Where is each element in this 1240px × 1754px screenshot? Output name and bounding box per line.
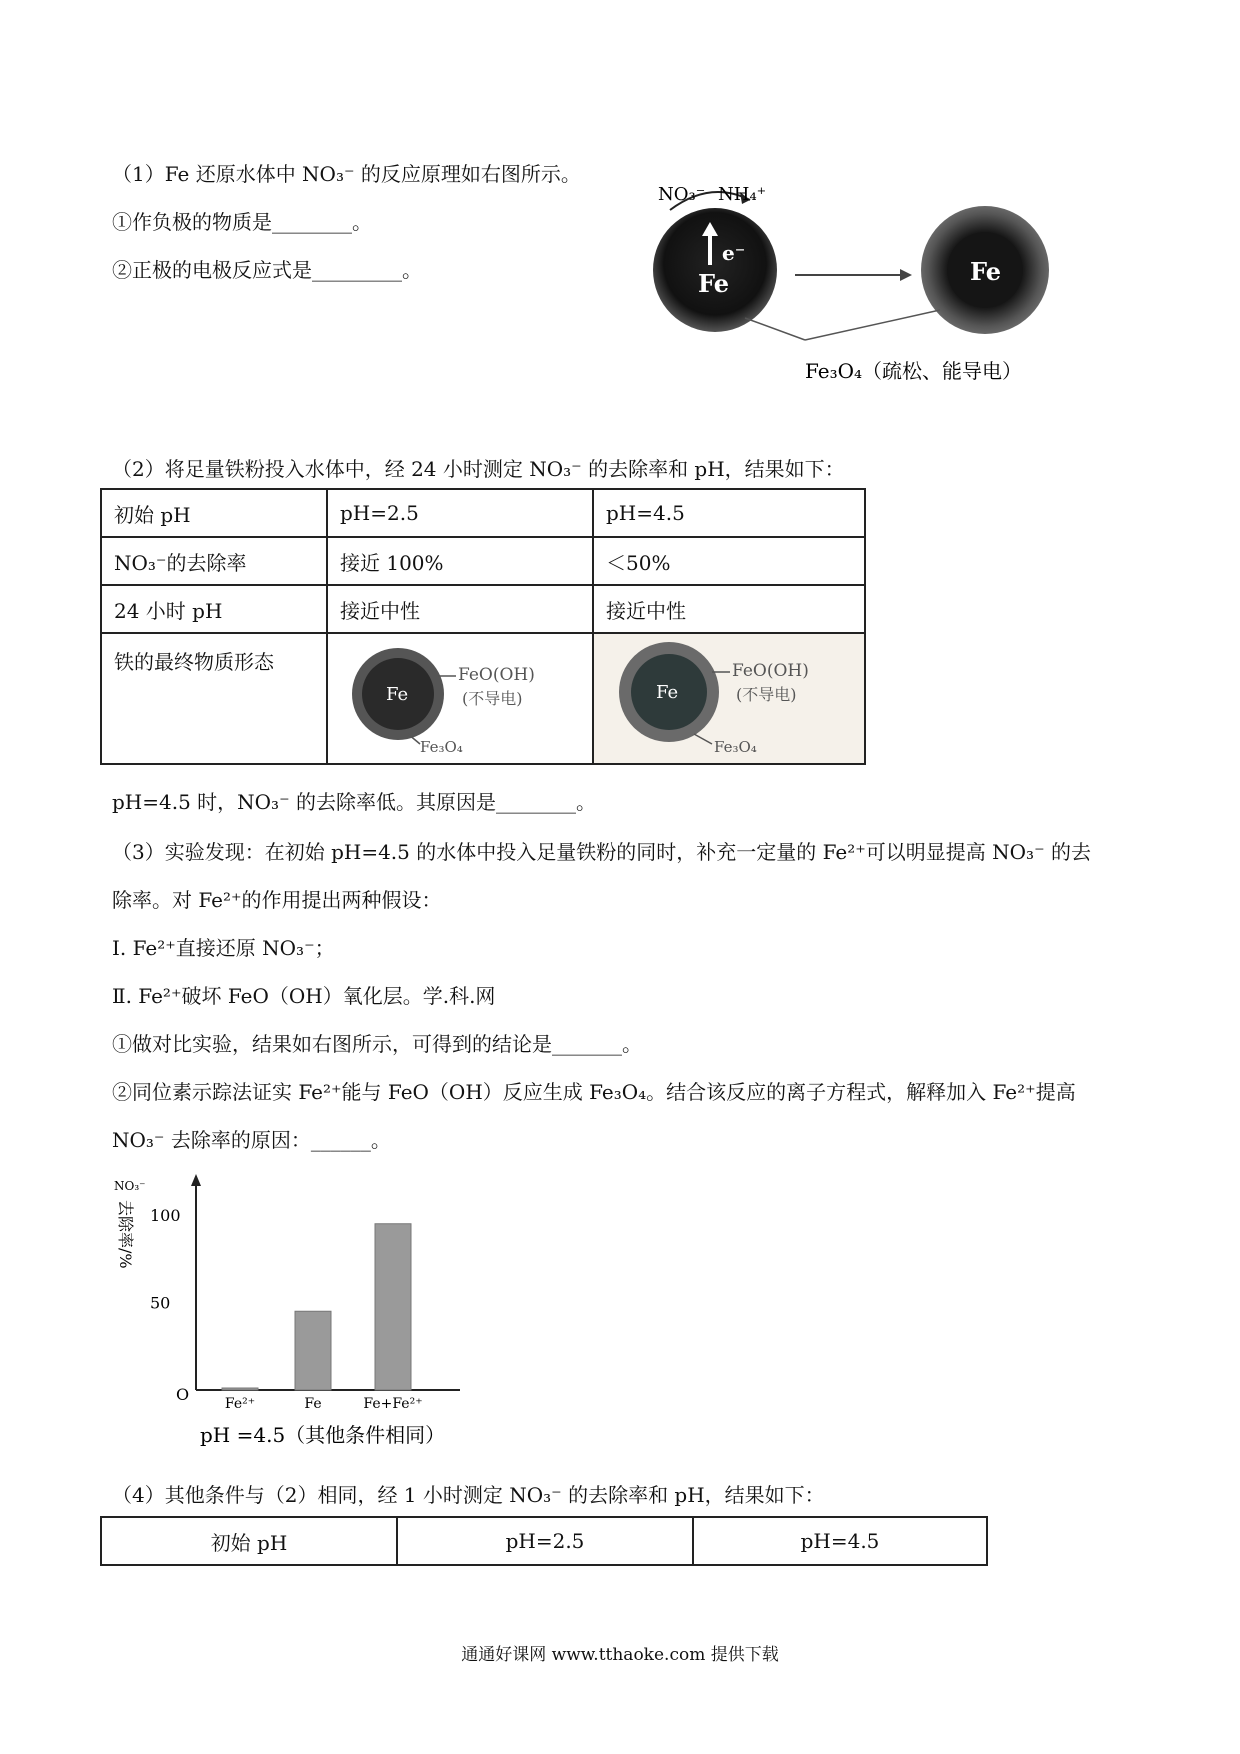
cell: 初始 pH [101, 1517, 397, 1565]
q3-line2: 除率。对 Fe²⁺的作用提出两种假设： [112, 888, 442, 912]
cell: 铁的最终物质形态 [101, 633, 327, 764]
origin-label: O [176, 1385, 190, 1404]
y-tick-label: 100 [150, 1206, 181, 1225]
cell: pH=4.5 [693, 1517, 987, 1565]
bar [222, 1388, 258, 1390]
y-label-top: NO₃⁻ [114, 1179, 146, 1193]
removal-rate-chart [110, 1170, 470, 1450]
x-tick-label: Fe²⁺ [224, 1396, 256, 1412]
svg-text:Fe₃O₄: Fe₃O₄ [714, 738, 757, 756]
figure-caption: Fe₃O₄（疏松、能导电） [805, 359, 1023, 383]
cell: ＜50% [593, 537, 865, 585]
cell: pH=4.5 [593, 489, 865, 537]
label-fe-left: Fe [698, 269, 729, 298]
q1-sub2: ②正极的电极反应式是_________。 [112, 258, 422, 282]
q1-reaction-figure [650, 170, 1070, 390]
cell: NO₃⁻的去除率 [101, 537, 327, 585]
q3-hyp1: Ⅰ. Fe²⁺直接还原 NO₃⁻； [112, 936, 335, 960]
svg-text:FeO(OH): FeO(OH) [732, 661, 809, 681]
q3-line1: （3）实验发现：在初始 pH=4.5 的水体中投入足量铁粉的同时，补充一定量的 Fe²⁺可以明显提高 NO₃⁻ 的去 [112, 840, 1091, 864]
q3-sub2a: ②同位素示踪法证实 Fe²⁺能与 FeO（OH）反应生成 Fe₃O₄。结合该反应的离子方程式，解释加入 Fe²⁺提高 [112, 1080, 1076, 1104]
svg-text:Fe₃O₄: Fe₃O₄ [420, 738, 463, 756]
q2-after: pH=4.5 时，NO₃⁻ 的去除率低。其原因是________。 [112, 790, 596, 814]
cell: pH=2.5 [327, 489, 593, 537]
y-label: 去除率/% [116, 1200, 135, 1269]
footer: 通通好课网 www.tthaoke.com 提供下载 [461, 1645, 779, 1665]
svg-text:(不导电): (不导电) [736, 685, 797, 704]
q3-hyp2: Ⅱ. Fe²⁺破坏 FeO（OH）氧化层。学.科.网 [112, 984, 496, 1008]
q1-stem: （1）Fe 还原水体中 NO₃⁻ 的反应原理如右图所示。 [112, 162, 581, 186]
label-electron: e⁻ [722, 241, 746, 265]
y-tick-label: 50 [150, 1293, 171, 1313]
svg-text:(不导电): (不导电) [462, 689, 523, 708]
label-no3: NO₃⁻ [658, 184, 706, 205]
label-nh4: NH₄⁺ [718, 184, 767, 205]
cell-image-ph45 [593, 633, 865, 764]
q4-table [100, 1516, 988, 1566]
q2-stem: （2）将足量铁粉投入水体中，经 24 小时测定 NO₃⁻ 的去除率和 pH，结果如下： [112, 457, 845, 481]
cell: 初始 pH [101, 489, 327, 537]
svg-text:FeO(OH): FeO(OH) [458, 665, 535, 685]
svg-text:Fe: Fe [386, 684, 409, 705]
cell: 24 小时 pH [101, 585, 327, 633]
cell-image-ph25 [327, 633, 593, 764]
cell: pH=2.5 [397, 1517, 693, 1565]
q3-sub1: ①做对比实验，结果如右图所示，可得到的结论是_______。 [112, 1032, 642, 1056]
cell: 接近中性 [593, 585, 865, 633]
bar [295, 1311, 331, 1390]
q3-sub2b: NO₃⁻ 去除率的原因：______。 [112, 1128, 391, 1152]
fe-particle-ph25 [328, 634, 578, 758]
q2-table [100, 488, 866, 765]
q4-stem: （4）其他条件与（2）相同，经 1 小时测定 NO₃⁻ 的去除率和 pH，结果如下： [112, 1483, 825, 1507]
x-tick-label: Fe+Fe²⁺ [363, 1396, 423, 1412]
bar [375, 1224, 411, 1390]
x-tick-label: Fe [304, 1396, 322, 1412]
chart-caption: pH =4.5（其他条件相同） [200, 1423, 446, 1447]
cell: 接近中性 [327, 585, 593, 633]
label-fe-right: Fe [970, 257, 1001, 286]
cell: 接近 100% [327, 537, 593, 585]
svg-text:Fe: Fe [656, 682, 679, 703]
fe-particle-ph45 [594, 634, 864, 758]
q1-sub1: ①作负极的物质是________。 [112, 210, 372, 234]
